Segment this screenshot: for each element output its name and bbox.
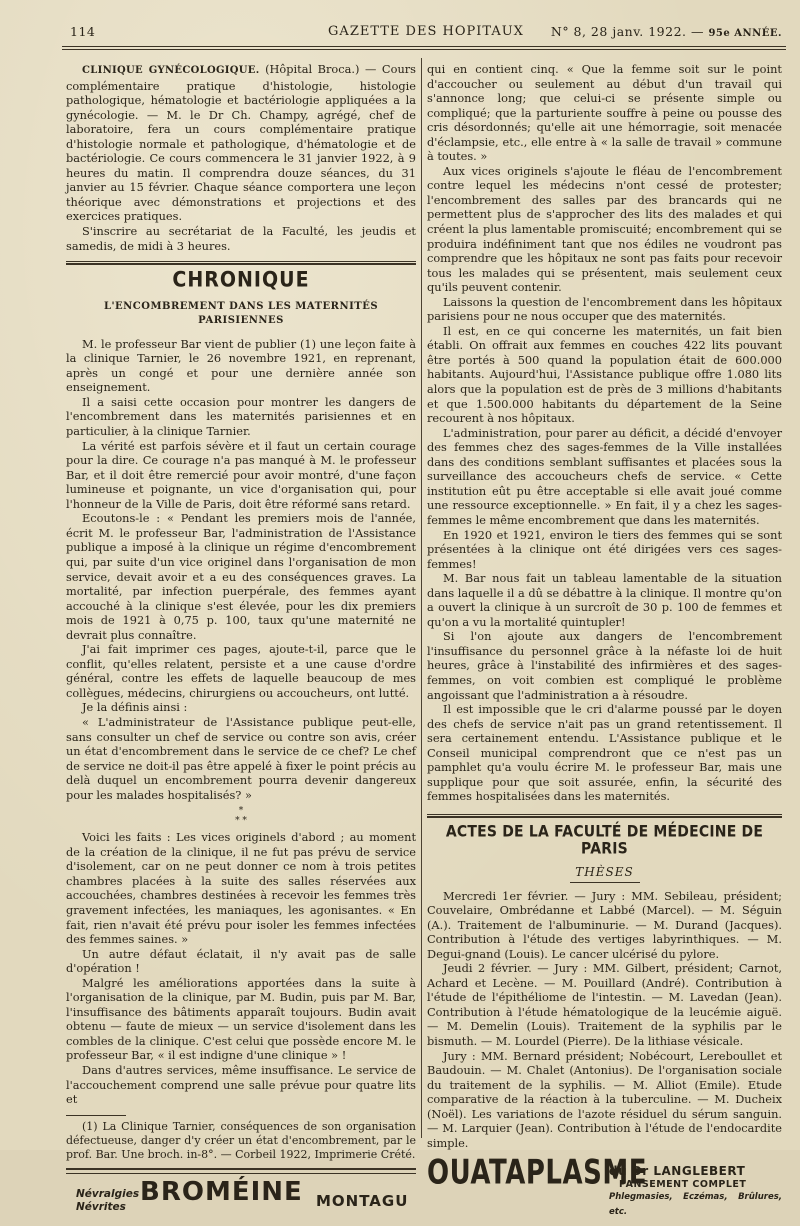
theses-rule bbox=[570, 882, 640, 883]
right-para-7: M. Bar nous fait un tableau lamentable de la situation dans laquelle il a dû se débattre à la clinique. Il montre qu'on a ouvert la clinique à un surcroît de 30 p. 100 de femmes et qu'on a vu la mortalité quintupler! bbox=[427, 571, 782, 629]
section-rule bbox=[427, 814, 782, 815]
asterism: * * * bbox=[235, 806, 247, 827]
right-para-8: Si l'on ajoute aux dangers de l'encombrement l'insuffisance du personnel grâce à la néfaste loi de huit heures, grâce à l'instabilité des infirmières et des sages-femmes, on voit combien est compliqué le problème angoissant que l'administration a à résoudre. bbox=[427, 629, 782, 702]
chronique-para-3: La vérité est parfois sévère et il faut un certain courage pour la dire. Ce courage n'a pas manqué à M. le professeur Bar, et il doit être remercié pour avoir montré, d'une façon lumineuse et poignante, un vice d'organisation qui, pour l'honneur de la Ville de Paris, doit être réformé sans retard. bbox=[66, 438, 416, 511]
right-para-2: Aux vices originels s'ajoute le fléau de l'encombrement contre lequel les médecins n'ont cessé de protester; l'encombrement des salles par des brancards qui ne permettent plus de s'approcher des lits des malades et qui créent la plus lamentable promiscuité; encombrement qui se produira indéfiniment tant que nos édiles ne voudront pas comprendre que les hôpitaux ne sont pas faits pour recevoir tous les malades qui se présentent, mais seulement ceux qu'ils peuvent contenir. bbox=[427, 163, 782, 295]
chronique-para-6: Je la définis ainsi : bbox=[82, 700, 188, 715]
chronique-para-7: « L'administrateur de l'Assistance publique peut-elle, sans consulter un chef de service ou contre son avis, créer un état d'encombrement dans le service de ce chef? Le chef de service ne doit-il pas être appelé à fixer le point précis au delà duquel un encombrement pourra devenir dangereux pour les malades hospitalisés? » bbox=[66, 714, 416, 802]
right-para-6: En 1920 et 1921, environ le tiers des femmes qui se sont présentées à la clinique ont été dirigées vers ces sages-femmes! bbox=[427, 527, 782, 571]
ad-subtitle: PANSEMENT COMPLET bbox=[619, 1179, 747, 1191]
ad-maker: du Dr LANGLEBERT bbox=[609, 1164, 746, 1179]
right-para-3: Laissons la question de l'encombrement dans les hôpitaux parisiens pour ne nous occuper que des maternités. bbox=[427, 294, 782, 324]
ad-tag-2: Névrites bbox=[76, 1200, 126, 1213]
faculty-para-2: Jeudi 2 février. — Jury : MM. Gilbert, président; Carnot, Achard et Lecène. — M. Pouillard (André). Contribution à l'étude de l'épithéliome de l'intestin. — M. Lavedan (Jean). Contribution à l'étude hématologique de la leucémie aiguë. — M. Demelin (Louis). Traitement de la syphilis par le bismuth. — M. Lourdel (Pierre). De la lithiase vésicale. bbox=[427, 961, 782, 1048]
page-number: 114 bbox=[70, 24, 96, 39]
ad-tags bbox=[76, 1188, 139, 1214]
right-column bbox=[427, 62, 782, 1217]
left-column bbox=[66, 62, 416, 1226]
ad-rule bbox=[66, 1168, 416, 1174]
header-rule-2 bbox=[62, 49, 786, 50]
ad-tag-1: Névralgies bbox=[76, 1187, 140, 1200]
section-rule bbox=[66, 261, 416, 262]
chronique-para-2: Il a saisi cette occasion pour montrer les dangers de l'encombrement dans les maternités parisiennes et en particulier, à la clinique Tarnier. bbox=[66, 394, 416, 439]
clinique-lead: CLINIQUE GYNÉCOLOGIQUE. bbox=[82, 65, 260, 76]
chronique-para-10: Malgré les améliorations apportées dans la suite à l'organisation de la clinique, par M. Budin, puis par M. Bar, l'insuffisance des bâtiments apparaît toujours. Budin avait obtenu — faute de mieux — un service d'isolement dans les combles de la clinique. C'est celui que possède encore M. le professeur Bar, « il est indigne d'une clinique » ! bbox=[66, 975, 416, 1063]
right-para-1: qui en contient cinq. « Que la femme soit sur le point d'accoucher ou seulement au début d'un travail qui s'annonce long; que celui-ci se présente simple ou compliqué; que la parturiente souffre à peine ou pousse des cris désordonnés; qu'elle ait une hémorragie, soit menacée d'éclampsie, etc., elle entre à « la salle de travail » commune à toutes. » bbox=[427, 62, 782, 164]
page-header bbox=[70, 24, 782, 44]
right-para-9: Il est impossible que le cri d'alarme poussé par le doyen des chefs de service n'ait pas un grand retentissement. Il sera certainement entendu. L'Assistance publique et le Conseil municipal comprendront que ce n'est pas un pamphlet qu'a voulu écrire M. le professeur Bar, mais une supplique pour que soit assurée, enfin, la sécurité des femmes hospitalisées dans les maternités. bbox=[427, 702, 782, 804]
issue-year: 95e ANNÉE. bbox=[708, 28, 782, 39]
faculty-title: ACTES DE LA FACULTÉ DE MÉDECINE DE PARIS bbox=[445, 822, 764, 858]
chronique-para-5: J'ai fait imprimer ces pages, ajoute-t-il, parce que le conflit, qu'elles relatent, persiste et a une cause d'ordre général, contre les effets de laquelle beaucoup de mes collègues, médecins, chirurgiens ou accoucheurs, ont lutté. bbox=[66, 642, 416, 700]
issue-date: N° 8, 28 janv. 1922. — bbox=[550, 24, 704, 39]
theses-heading: THÈSES bbox=[575, 864, 634, 879]
right-para-5: L'administration, pour parer au déficit, a décidé d'envoyer des femmes chez des sages-femmes de la Ville installées dans des conditions semblant suffisantes et placées sous la surveillance des accoucheurs chefs de service. « Cette institution eût pu être acceptable si elle avait joué comme une ressource exceptionnelle. » En fait, il y a chez les sages-femmes le même encombrement que dans les maternités. bbox=[427, 425, 782, 527]
chronique-para-4: Ecoutons-le : « Pendant les premiers mois de l'année, écrit M. le professeur Bar, l'administration de l'Assistance publique a imposé à la clinique un régime d'encombrement qui, par suite d'un vice originel dans l'organisation de mon service, devait avoir et a eu des conséquences graves. La mortalité, par infection puerpérale, des femmes ayant accouché à la clinique s'est élevée, pour les dix premiers mois de 1921 à 0,75 p. 100, taux qu'une maternité ne devrait plus connaître. bbox=[66, 511, 416, 642]
chronique-para-9: Un autre défaut éclatait, il n'y avait pas de salle d'opération ! bbox=[66, 946, 416, 976]
chronique-para-11: Dans d'autres services, même insuffisance. Le service de l'accouchement comprend une salle prévue pour quatre lits et bbox=[66, 1063, 416, 1107]
clinique-inscription: S'inscrire au secrétariat de la Faculté, les jeudis et samedis, de midi à 3 heures. bbox=[66, 224, 416, 253]
section-rule-thick bbox=[66, 263, 416, 265]
faculty-para-1: Mercredi 1er février. — Jury : MM. Sebileau, président; Couvelaire, Ombrédanne et Labbé (Marcel). — M. Séguin (A.). Traitement de l'albuminurie. — M. Durand (Jacques). Contribution à l'étude des vertiges labyrinthiques. — M. Degui-gnand (Louis). Le cancer ulcérisé du pylore. bbox=[427, 888, 782, 961]
ouataplasme-ad bbox=[427, 1153, 782, 1217]
ad-uses: Phlegmasies, Eczémas, Brûlures, etc. bbox=[609, 1192, 782, 1217]
faculty-para-3: Jury : MM. Bernard président; Nobécourt, Lereboullet et Baudouin. — M. Chalet (Antonius). De l'organisation sociale du traitement de la syphilis. — M. Alliot (Emile). Etude comparative de la réaction à la tuberculine. — M. Ducheix (Noël). Les variations de l'azote résiduel du sérum sanguin. — M. Larquier (Jean). Contribution à l'étude de l'endocardite simple. bbox=[427, 1048, 782, 1150]
header-rule bbox=[62, 46, 786, 47]
bromeine-ad bbox=[66, 1176, 416, 1226]
column-divider bbox=[421, 58, 422, 1138]
ad-brand: BROMÉINE bbox=[140, 1176, 303, 1207]
issue-info bbox=[551, 24, 782, 39]
journal-title: GAZETTE DES HOPITAUX bbox=[328, 24, 524, 39]
footnote: (1) La Clinique Tarnier, conséquences de son organisation défectueuse, danger d'y créer un état d'encombrement, par le prof. Bar. Une broch. in-8°. — Corbeil 1922, Imprimerie Crété. bbox=[66, 1119, 416, 1161]
chronique-subtitle: L'ENCOMBREMENT DANS LES MATERNITÉS PARISIENNES bbox=[103, 300, 379, 327]
clinique-text: (Hôpital Broca.) — Cours complémentaire pratique d'histologie, histologie pathologique, hématologie et bactériologie appliquées a la gynécologie. — M. le Dr Ch. Champy, agrégé, chef de laboratoire, fera un cours complémentaire pratique d'histologie normale et pathologique, d'hématologie et de bactériologie. Ce cours commencera le 31 janvier 1922, à 9 heures du matin. Il comprendra douze séances, du 31 janvier au 15 février. Chaque séance comportera une leçon théorique avec démonstrations et projections et des exercices pratiques. bbox=[66, 62, 416, 224]
chronique-para-8: Voici les faits : Les vices originels d'abord ; au moment de la création de la clinique, il ne fut pas prévu de service d'isolement, car on ne peut donner ce nom à trois petites chambres placées à la suite des salles réservées aux accouchées, chambres destinées à recevoir les femmes très gravement infectées, les maniaques, les agonisantes. « En fait, rien n'avait été prévu pour isoler les femmes infectées des femmes saines. » bbox=[66, 830, 416, 947]
section-rule-thick bbox=[427, 816, 782, 818]
chronique-title: CHRONIQUE bbox=[172, 267, 310, 293]
right-para-4: Il est, en ce qui concerne les maternités, un fait bien établi. On offrait aux femmes en couches 422 lits pouvant être portés à 500 quand la population était de 600.000 habitants. Aujourd'hui, l'Assistance publique offre 1.080 lits alors que la population est de près de 3 millions d'habitants et que 1.500.000 habitants du département de la Seine recourent à nos hôpitaux. bbox=[427, 323, 782, 426]
footnote-rule bbox=[66, 1115, 126, 1116]
chronique-para-1: M. le professeur Bar vient de publier (1) une leçon faite à la clinique Tarnier, le 26 novembre 1921, en reprenant, après un congé et pour une dernière année son enseignement. bbox=[66, 336, 416, 395]
clinique-notice bbox=[66, 62, 416, 224]
ad-maker: MONTAGU bbox=[316, 1191, 409, 1210]
ad-brand: OUATAPLASME bbox=[427, 1153, 647, 1193]
